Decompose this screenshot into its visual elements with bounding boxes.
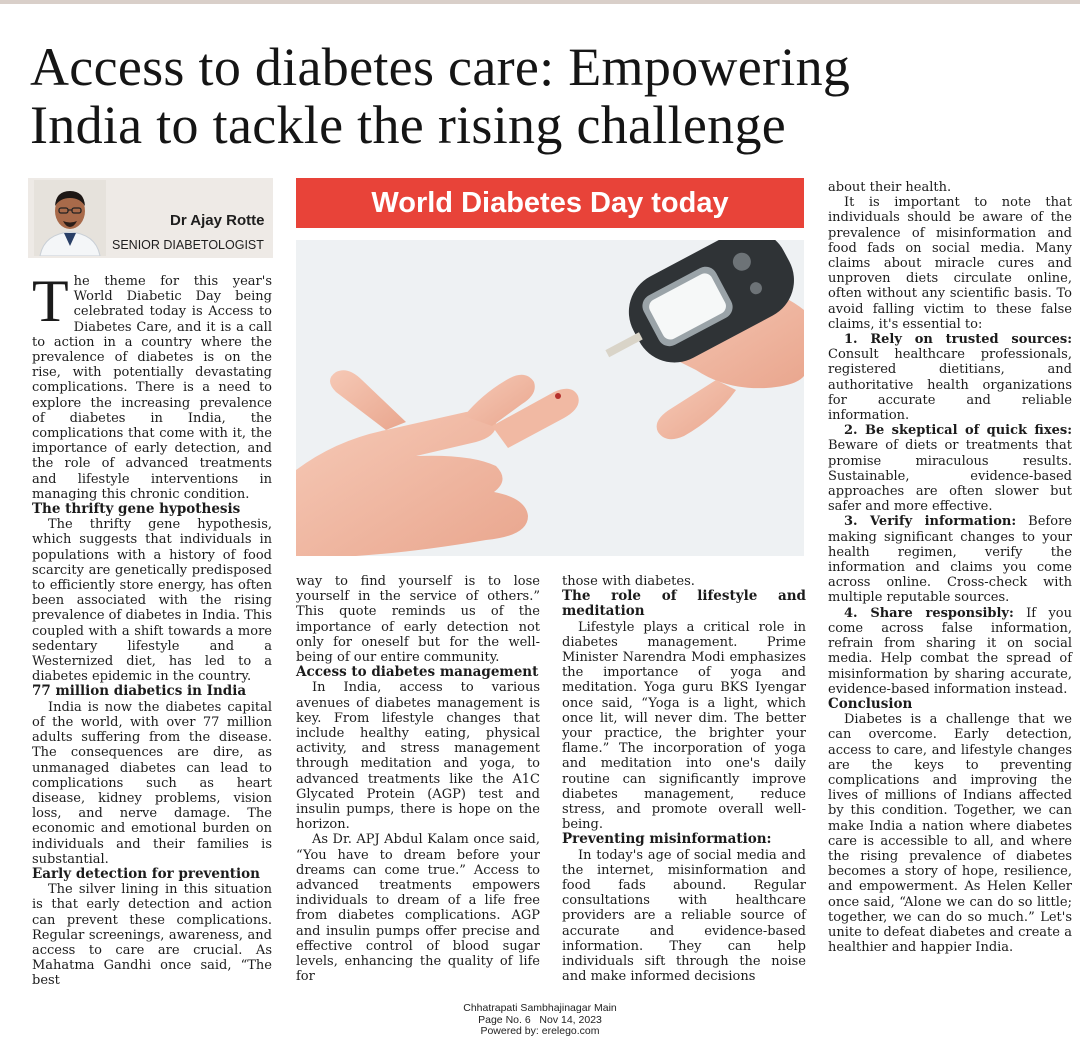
tip-2-text: Beware of diets or treatments that promise miraculous results. Sustainable, evidence-based approaches are often slower but safer and more effective.: [828, 438, 1072, 515]
glucometer-photo: [296, 240, 804, 556]
intro-paragraph: [32, 268, 272, 502]
paragraph-access-management: In India, access to various avenues of diabetes management is key. From lifestyle changes that include healthy eating, physical activity, and stress management through meditation and yoga, to advanced treatments like the A1C Glycated Protein (AGP) test and insulin pumps, there is hope on the horizon.: [296, 680, 540, 833]
article-headline: [30, 38, 1070, 154]
author-byline: [28, 178, 273, 258]
paragraph-kalam-quote: As Dr. APJ Abdul Kalam once said, “You have to dream before your dreams can come true.” Access to advanced treatments empowers individuals to dream of a life free from diabetes complications. AGP and insulin pumps offer precise and effective control of blood sugar levels, enhancing the quality of life for: [296, 832, 540, 985]
tip-3-text: Before making significant changes to your health regimen, verify the information and claims you come across online. Cross-check with multiple reputable sources.: [828, 514, 1072, 606]
article-column-2: [296, 574, 540, 984]
author-name: Dr Ajay Rotte: [170, 212, 265, 229]
page-footer: [0, 1003, 1080, 1038]
tip-4-title: 4. Share responsibly:: [844, 605, 1014, 621]
tip-4-text: If you come across false information, refrain from sharing it on social media. Help combat the spread of misinformation by sharing accurate, evidence-based information instead.: [828, 605, 1072, 697]
banner-heading: World Diabetes Day today: [296, 178, 804, 228]
article-column-4: [828, 180, 1072, 955]
paragraph-gandhi-quote: way to find yourself is to lose yourself in the service of others.” This quote reminds us of the importance of early detection not only for oneself but for the well-being of our entire community.: [296, 574, 540, 666]
tip-3-title: 3. Verify information:: [844, 514, 1017, 530]
section-heading-access-management: Access to diabetes management: [296, 664, 539, 681]
headline-line-2: India to tackle the rising challenge: [30, 95, 787, 155]
headline-line-1: Access to diabetes care: Empowering: [30, 37, 851, 97]
section-heading-thrifty-gene: The thrifty gene hypothesis: [32, 501, 241, 518]
section-heading-conclusion: Conclusion: [828, 695, 913, 712]
intro-text: he theme for this year's World Diabetic Day being celebrated today is Access to Diabetes Care, and it is a call to action in a country where the prevalence of diabetes is on the rise, with potentially devastating complications. There is a need to explore the increasing prevalence of diabetes in India, the complications that come with it, the importance of early detection, and the role of advanced treatments and lifestyle interventions in managing this chronic condition.: [32, 274, 272, 502]
top-rule: [0, 0, 1080, 4]
tip-trusted-sources: [828, 332, 1072, 423]
tip-skeptical: [828, 423, 1072, 514]
footer-page-date: Page No. 6 Nov 14, 2023: [478, 1013, 602, 1026]
author-role: SENIOR DIABETOLOGIST: [112, 238, 264, 252]
footer-edition: Chhatrapati Sambhajinagar Main: [463, 1002, 617, 1014]
drop-cap: T: [32, 268, 69, 334]
article-column-1: [32, 268, 272, 989]
section-heading-misinformation: Preventing misinformation:: [562, 831, 772, 848]
paragraph-conclusion: Diabetes is a challenge that we can overcome. Early detection, access to care, and lifestyle changes are the keys to preventing complications and improving the lives of millions of Indians affected by this condition. Together, we can make India a nation where diabetes care is accessible to all, and where the rising prevalence of diabetes becomes a story of hope, resilience, and empowerment. As Helen Keller once said, “Alone we can do so little; together, we can do so much.” Let's unite to defeat diabetes and create a healthier and happier India.: [828, 712, 1072, 956]
paragraph-early-detection: The silver lining in this situation is that early detection and action can prevent these complications. Regular screenings, awareness, and access to care are crucial. As Mahatma Gandhi once said, “The best: [32, 882, 272, 989]
paragraph-misinformation: In today's age of social media and the internet, misinformation and food fads abound. Regular consultations with healthcare providers are a reliable source of accurate and evidence-based information. They can help individuals sift through the noise and make informed decisions: [562, 847, 806, 985]
tip-share: [828, 606, 1072, 697]
tip-1-title: 1. Rely on trusted sources:: [844, 332, 1072, 348]
section-heading-77-million: 77 million diabetics in India: [32, 683, 247, 700]
footer-powered-by: Powered by: erelego.com: [480, 1025, 600, 1037]
author-avatar: [34, 180, 106, 256]
paragraph-77-million: India is now the diabetes capital of the world, with over 77 million adults suffering from the disease. The consequences are dire, as unmanaged diabetes can lead to complications such as heart disease, kidney problems, vision loss, and nerve damage. The economic and emotional burden on individuals and their families is substantial.: [32, 699, 272, 867]
paragraph-thrifty-gene: The thrifty gene hypothesis, which suggests that individuals in populations with a history of food scarcity are genetically predisposed to efficiently store energy, has often been associated with the rising prevalence of diabetes in India. This coupled with a shift towards a more sedentary lifestyle and a Westernized diet, has led to a diabetes epidemic in the country.: [32, 517, 272, 685]
paragraph-lifestyle: Lifestyle plays a critical role in diabetes management. Prime Minister Narendra Modi emphasizes the importance of yoga and meditation. Yoga guru BKS Iyengar once said, “Yoga is a light, which once lit, will never dim. The better your practice, the brighter your flame.” The incorporation of yoga and meditation into one's daily routine can significantly improve diabetes management, reduce stress, and promote overall well-being.: [562, 619, 806, 833]
section-heading-lifestyle: The role of lifestyle and meditation: [562, 588, 806, 620]
section-heading-early-detection: Early detection for prevention: [32, 865, 260, 882]
tip-verify: [828, 514, 1072, 605]
tip-1-text: Consult healthcare professionals, registered dietitians, and authoritative health organizations for accurate and reliable information.: [828, 347, 1072, 424]
tip-2-title: 2. Be skeptical of quick fixes:: [844, 423, 1072, 439]
paragraph-awareness: It is important to note that individuals should be aware of the prevalence of misinformation and food fads on social media. Many claims about miracle cures and unproven diets circulate online, often without any scientific basis. To avoid falling victim to these false claims, it's essential to:: [828, 195, 1072, 332]
paragraph-health-continuation: about their health.: [828, 180, 952, 195]
paragraph-continuation: those with diabetes.: [562, 574, 695, 589]
article-column-3: [562, 574, 806, 984]
glucometer-finger-test-icon: [296, 240, 804, 556]
